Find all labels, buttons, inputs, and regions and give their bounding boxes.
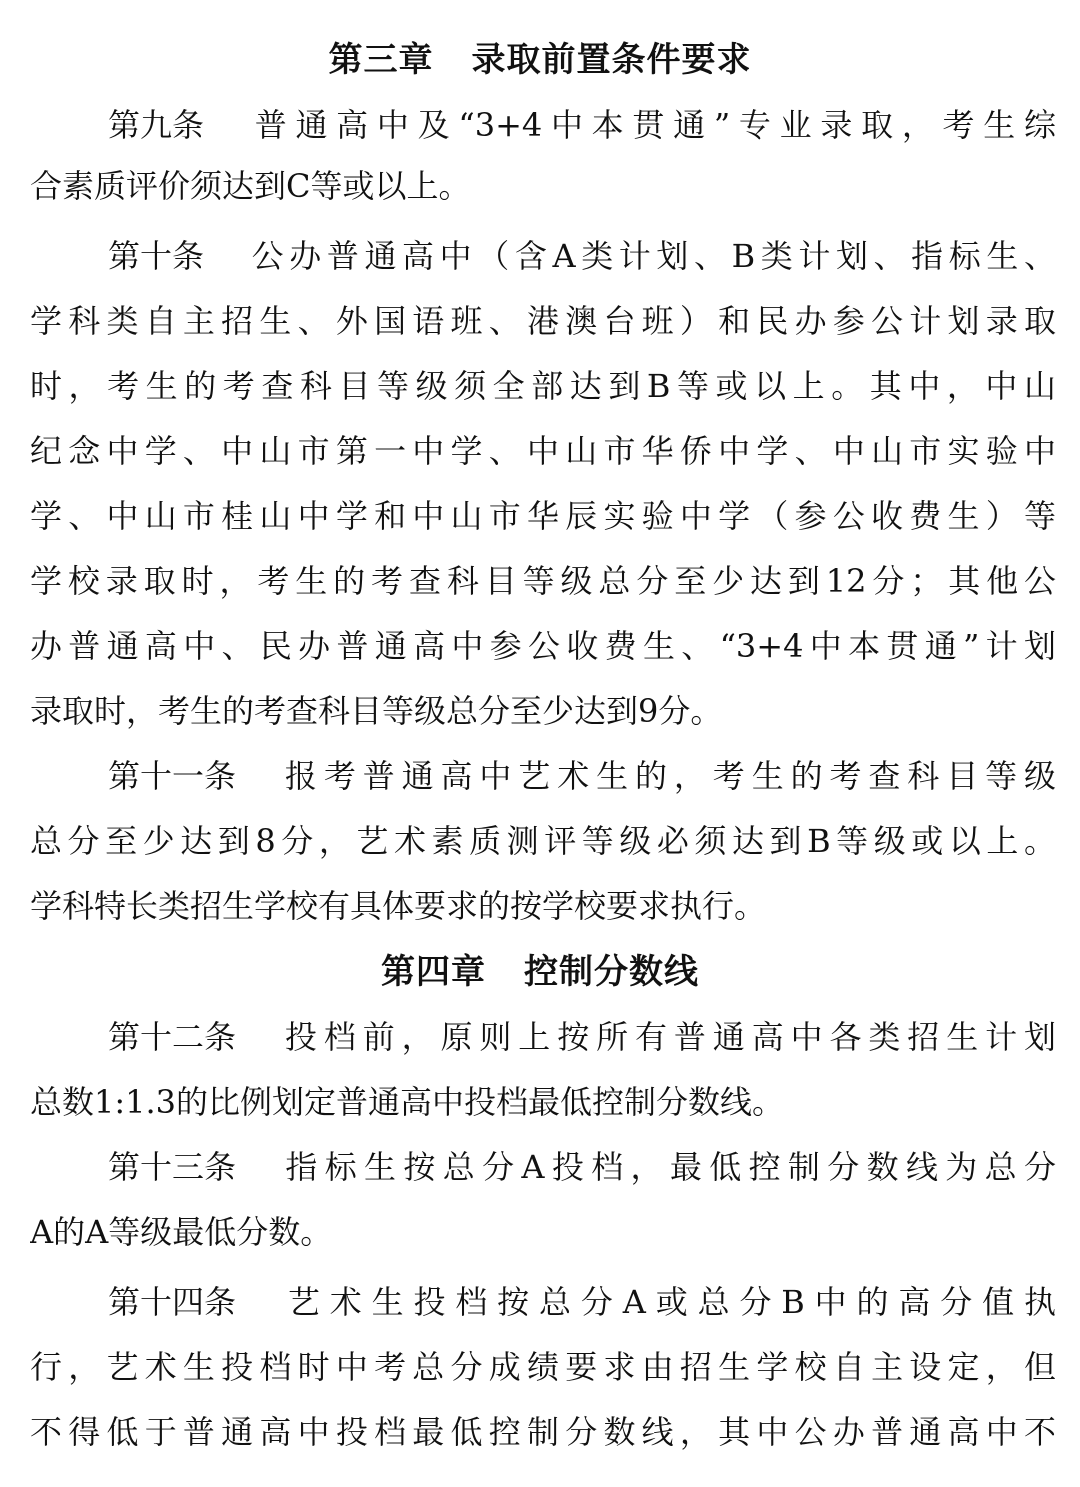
article-10-line-3: 时，考生的考查科目等级须全部达到B等或以上。其中，中山 <box>30 367 1056 405</box>
article-14-line-3: 不得低于普通高中投档最低控制分数线，其中公办普通高中不 <box>30 1413 1056 1451</box>
article-10-line-5: 学、中山市桂山中学和中山市华辰实验中学（参公收费生）等 <box>30 497 1056 535</box>
article-11-line-3: 学科特长类招生学校有具体要求的按学校要求执行。 <box>30 887 767 925</box>
article-label: 第十三条 <box>108 1148 237 1186</box>
article-10-line-7: 办普通高中、民办普通高中参公收费生、“3+4中本贯通”计划 <box>30 627 1056 665</box>
article-9-line-1: 第九条 普通高中及“3+4中本贯通”专业录取，考生综 <box>108 101 1056 149</box>
article-label: 第十条 <box>108 237 205 275</box>
article-label: 第十四条 <box>108 1283 237 1321</box>
chapter-title: 控制分数线 <box>524 952 699 992</box>
article-14-line-1: 第十四条 艺术生投档按总分A或总分B中的高分值执 <box>108 1278 1056 1326</box>
article-10-line-1: 第十条 公办普通高中（含A类计划、B类计划、指标生、 <box>108 232 1056 280</box>
article-label: 第十二条 <box>108 1018 237 1056</box>
article-14-line-2: 行，艺术生投档时中考总分成绩要求由招生学校自主设定，但 <box>30 1348 1056 1386</box>
article-13-line-1: 第十三条 指标生按总分A投档，最低控制分数线为总分 <box>108 1143 1056 1191</box>
article-10-line-2: 学科类自主招生、外国语班、港澳台班）和民办参公计划录取 <box>30 302 1056 340</box>
article-11-line-1: 第十一条 报考普通高中艺术生的，考生的考查科目等级 <box>108 752 1056 800</box>
article-12-line-1: 第十二条 投档前，原则上按所有普通高中各类招生计划 <box>108 1013 1056 1061</box>
article-12-line-2: 总数1:1.3的比例划定普通高中投档最低控制分数线。 <box>30 1083 785 1121</box>
chapter-title: 录取前置条件要求 <box>471 40 752 80</box>
article-10-line-8: 录取时，考生的考查科目等级总分至少达到9分。 <box>30 692 723 730</box>
article-label: 第十一条 <box>108 757 237 795</box>
chapter-4-heading <box>0 952 1080 992</box>
article-13-line-2: A的A等级最低分数。 <box>30 1213 333 1251</box>
article-9-line-2: 合素质评价须达到C等或以上。 <box>30 167 471 205</box>
article-11-line-2: 总分至少达到8分，艺术素质测评等级必须达到B等级或以上。 <box>30 822 1056 860</box>
chapter-number: 第三章 <box>328 40 434 80</box>
chapter-number: 第四章 <box>381 952 486 992</box>
article-label: 第九条 <box>108 106 205 144</box>
article-10-line-6: 学校录取时，考生的考查科目等级总分至少达到12分；其他公 <box>30 562 1056 600</box>
chapter-3-heading <box>0 40 1080 80</box>
article-10-line-4: 纪念中学、中山市第一中学、中山市华侨中学、中山市实验中 <box>30 432 1056 470</box>
